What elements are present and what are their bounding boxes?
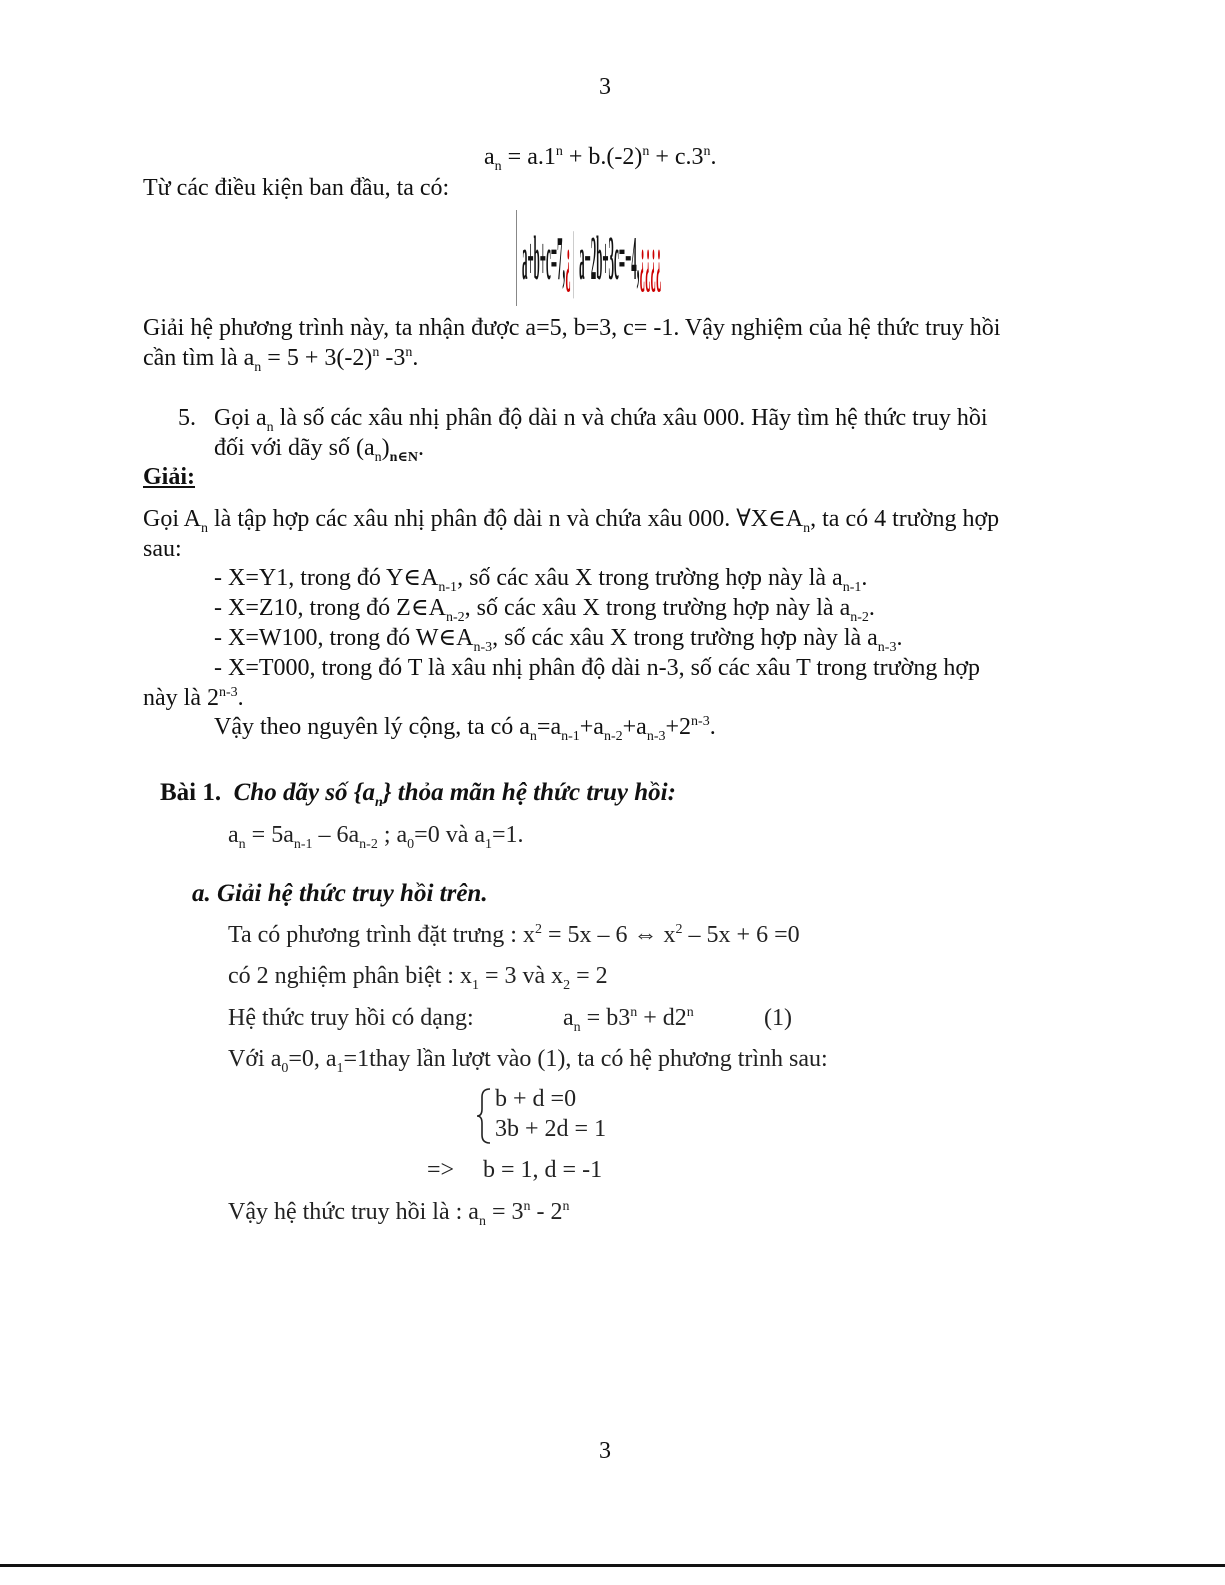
bai-1-recurrence: $a_n = 5a_{n-1} - 6a_{n-2}$ ; $a_0=0$ và $a_1=1$. <box>228 822 524 852</box>
general-form-label: Hệ thức truy hồi có dạng: <box>228 1005 474 1031</box>
case-4-line-1: - X=T000, trong đó T là xâu nhị phân độ dài n-3, số các xâu T trong trường hợp <box>214 655 981 681</box>
problem-5-number: 5. <box>178 405 196 431</box>
roots-line: có 2 nghiệm phân biệt : $x_1 = 3$ và $x_2 = 2$ <box>228 963 608 993</box>
solution-result: b = 1, d = -1 <box>483 1157 603 1183</box>
implies-arrow: => <box>427 1157 455 1183</box>
page-bottom-rule <box>0 1564 1225 1567</box>
problem-5-line-1: Gọi $a_n$ là số các xâu nhị phân độ dài n và chứa xâu 000. Hãy tìm hệ thức truy hồi <box>214 405 988 435</box>
solution-line-1: Gọi $A_n$ là tập hợp các xâu nhị phân độ dài n và chứa xâu 000. $\forall X\in A_n$, ta có 4 trường hợp <box>143 506 1000 536</box>
case-4-line-2: này là 2$^{n-3}$. <box>143 685 244 711</box>
page-number-top: 3 <box>599 74 611 100</box>
solve-line-2: cần tìm là $a_n = 5 + 3(-2)^n$ -3$^n$. <box>143 345 419 375</box>
equation-part-1: a+b+c=7, <box>522 224 566 294</box>
equation-part-2: a−2b+3c=−4, <box>579 224 640 294</box>
equation-number: (1) <box>764 1005 792 1031</box>
page-number-bottom: 3 <box>599 1438 611 1464</box>
general-formula: $a_n = a.1^n + b.(-2)^n + c.3^n$. <box>484 144 717 174</box>
case-1: - X=Y1, trong đó $Y\in A_{n-1}$, số các xâu X trong trường hợp này là $a_{n-1}$. <box>214 565 868 595</box>
final-recurrence: Vậy hệ thức truy hồi là : $a_n = 3^n - 2^n$ <box>228 1199 570 1229</box>
characteristic-equation: Ta có phương trình đặt trưng : $x^2 = 5x - 6$ ⇔ $x^2 - 5x + 6 =0$ <box>228 922 800 948</box>
part-a-heading: a. Giải hệ thức truy hồi trên. <box>192 880 488 907</box>
left-brace-icon <box>476 1087 494 1145</box>
case-3: - X=W100, trong đó $W\in A_{n-3}$, số các xâu X trong trường hợp này là $a_{n-3}$. <box>214 625 903 655</box>
intro-line: Từ các điều kiện ban đầu, ta có: <box>143 175 450 201</box>
garbled-equation-system: a+b+c=7,¿ a−2b+3c=−4,¿¿¿¿ <box>516 210 696 306</box>
solution-line-2: sau: <box>143 536 182 562</box>
case-2: - X=Z10, trong đó $Z\in A_{n-2}$, số các xâu X trong trường hợp này là $a_{n-2}$. <box>214 595 875 625</box>
bai-1-heading: Bài 1. Cho dãy số $\{a_n\}$ thỏa mãn hệ thức truy hồi: <box>160 779 676 810</box>
problem-5-line-2: đối với dãy số $(a_n)_{n\in N}$. <box>214 435 424 465</box>
system-line-1: b + d =0 <box>495 1086 577 1112</box>
solve-line-1: Giải hệ phương trình này, ta nhận được a=5, b=3, c= -1. Vậy nghiệm của hệ thức truy hồi <box>143 315 1001 341</box>
general-form-formula: $a_n = b3^n + d2^n$ <box>563 1005 694 1035</box>
substitution-line: Với $a_0=0$, $a_1=1thay$ lần lượt vào (1), ta có hệ phương trình sau: <box>228 1046 828 1076</box>
solution-label: Giải: <box>143 464 195 490</box>
conclusion-line: Vậy theo nguyên lý cộng, ta có $a_n=a_{n-1}+a_{n-2}+a_{n-3}+2^{n-3}$. <box>214 714 716 744</box>
system-line-2: 3b + 2d = 1 <box>495 1116 607 1142</box>
